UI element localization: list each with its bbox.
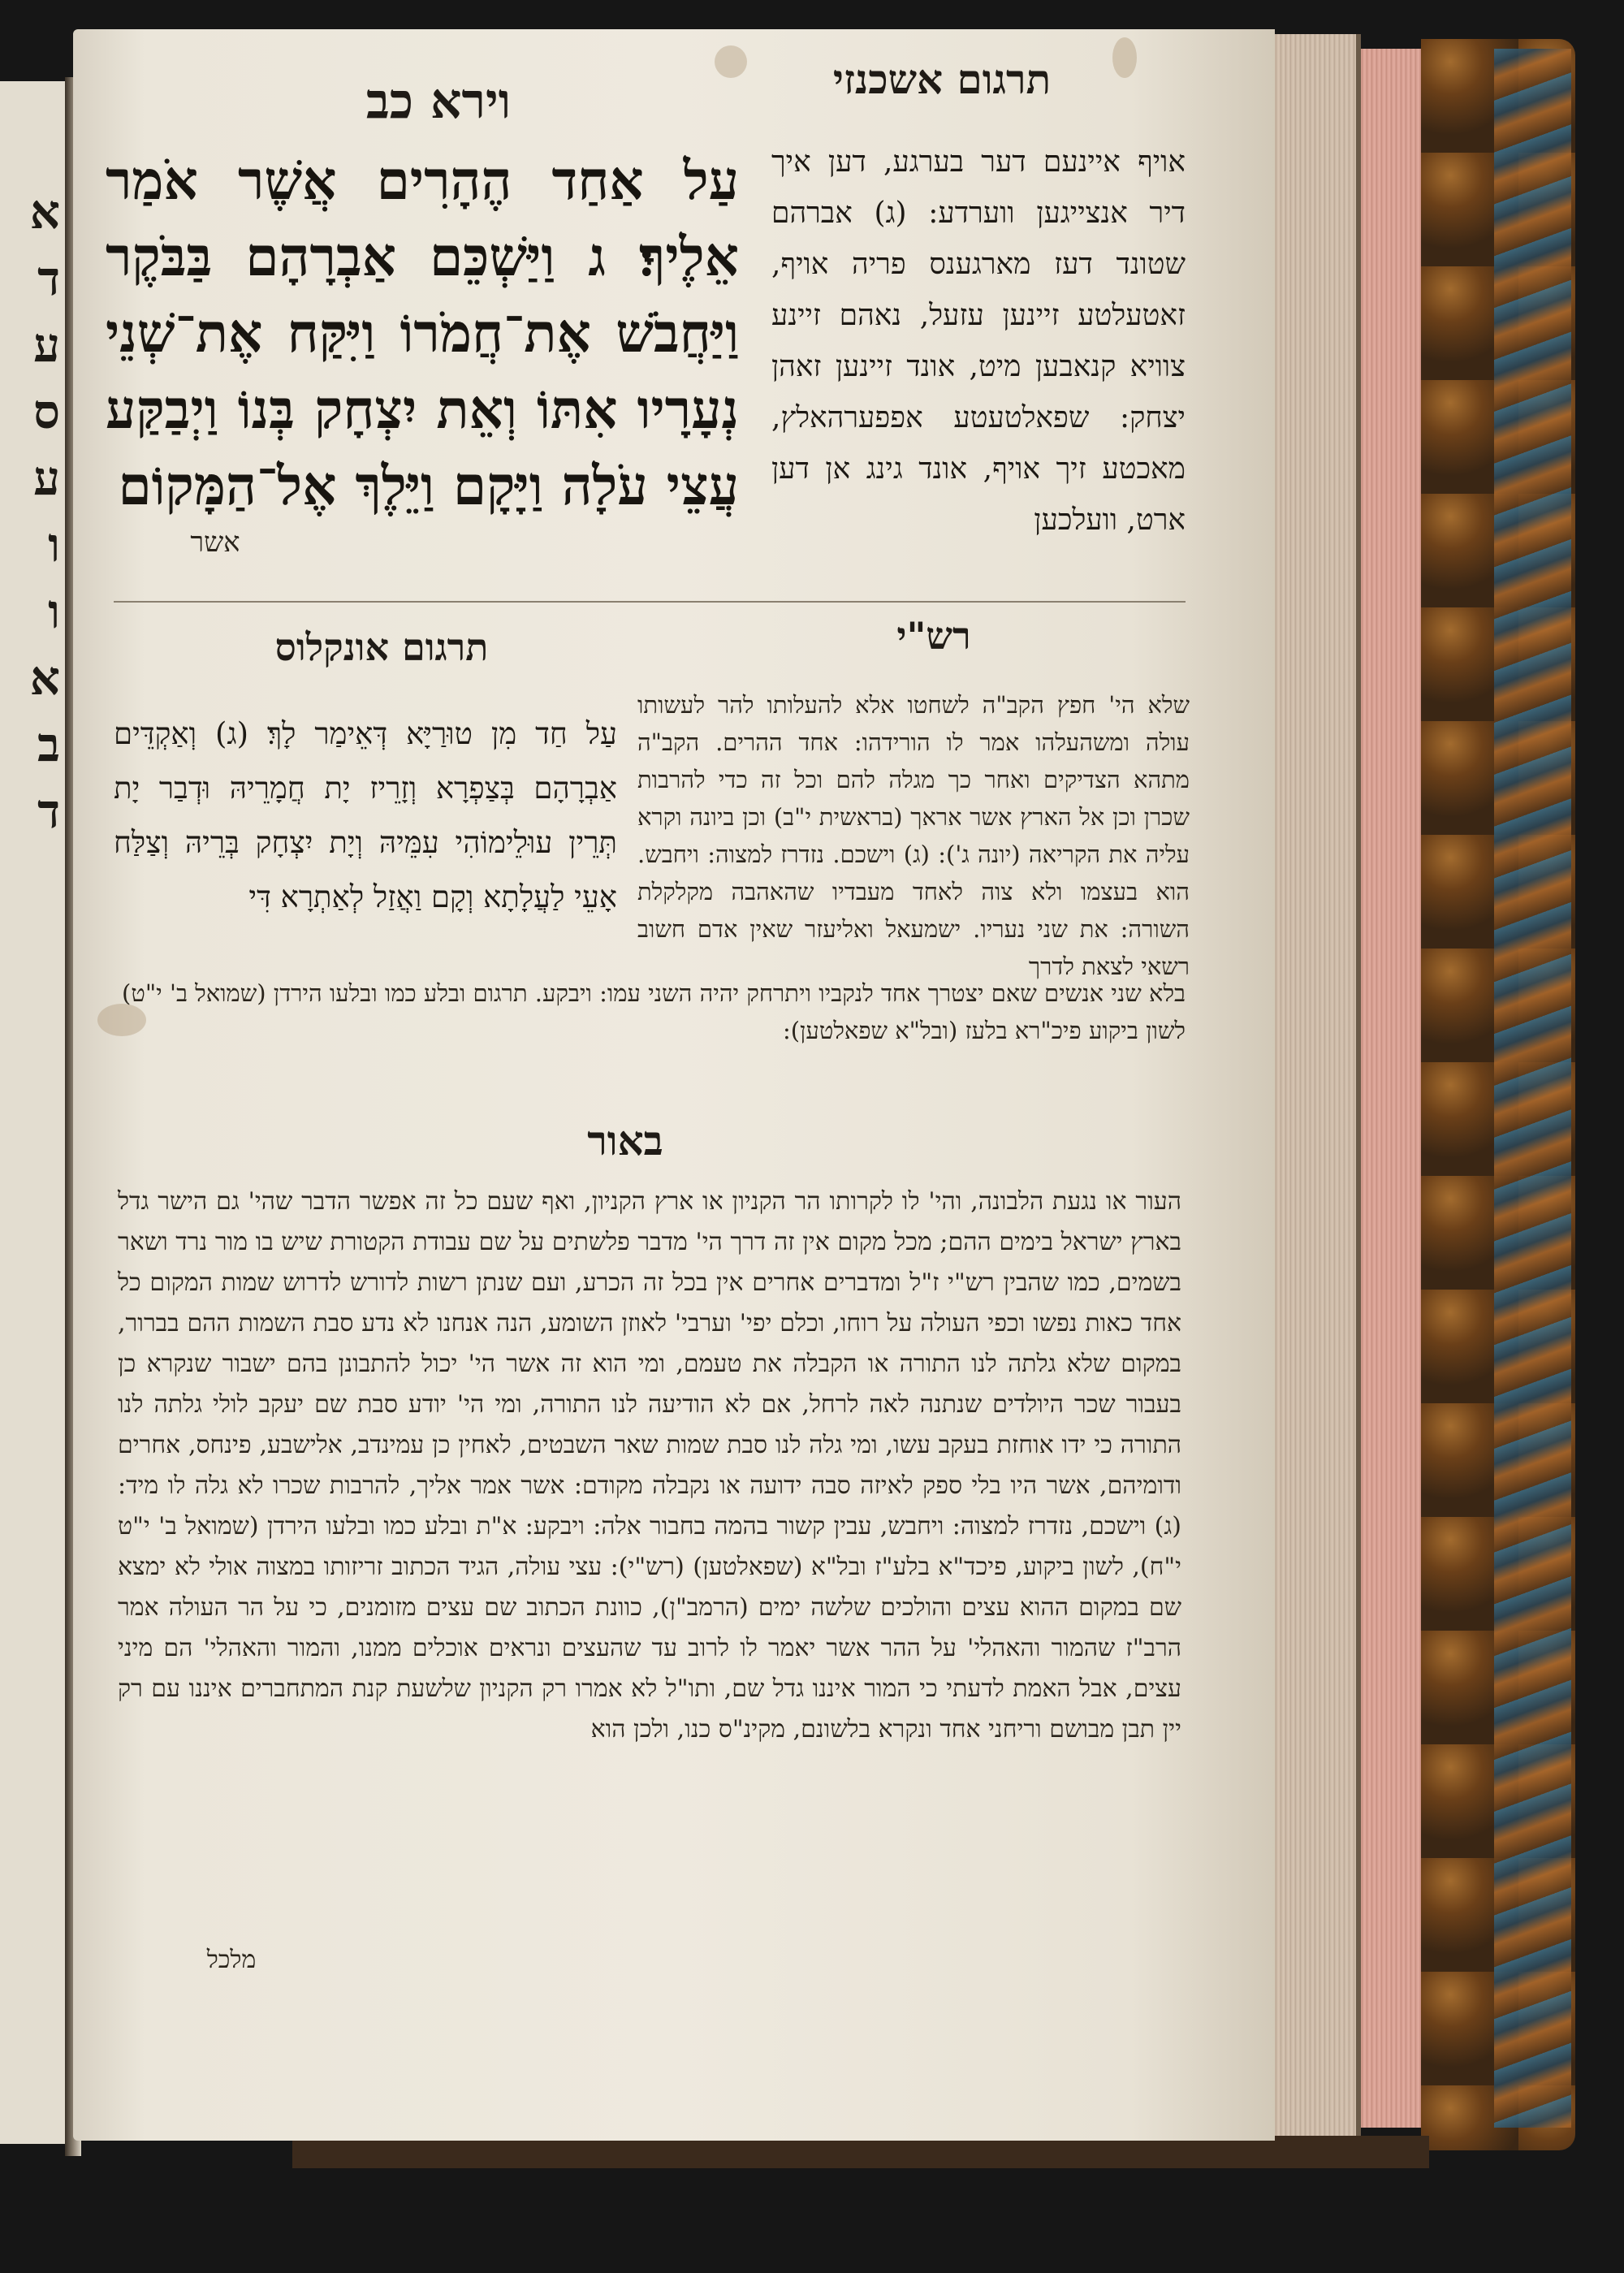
margin-letter: ו [48, 584, 60, 639]
section-divider [114, 601, 1186, 603]
margin-letter: א [29, 650, 60, 706]
margin-letter: ע [33, 451, 60, 506]
left-page-margin-letters [3, 179, 60, 845]
rashi-heading: רש"י [896, 614, 971, 658]
page-header-parasha: וירא כב [365, 73, 512, 130]
paper-stain [1112, 37, 1137, 78]
margin-letter: ב [37, 717, 60, 772]
onkelos-text: עַל חַד מִן טוּרַיָּא דְּאֵימַר לָךְ׃ (ג) וְאַקְדֵּים אַבְרָהָם בְּצַפְרָא וְזָרֵיז יָת חֲמָרֵיהּ וּדְבַר יָת תְּרֵין עוּלֵימוֹהִי עִמֵּיהּ וְיָת יִצְחָק בְּרֵיהּ וְצַלַּח אָעֵי לַעֲלָתָא וְקָם וַאֲזַל לְאַתְרָא דִּי [114, 716, 617, 914]
rashi-text: שלא הי' חפץ הקב"ה לשחטו אלא להעלותו להר לעשותו עולה ומשהעלהו אמר לו הורידהו: אחד ההרים. הקב"ה מתהא הצדיקים ואחר כך מגלה להם וכל זה כדי להרבות שכרן וכן אל הארץ אשר אראך (בראשית י"ב) וכן ביונה וקרא עליה את הקריאה (יונה ג'): (ג) וישכם. נזדרז למצוה: ויחבש. הוא בעצמו ולא צוה לאחד מעבדיו שהאהבה מקלקלת השורה: את שני נעריו. ישמעאל ואליעזר שאין אדם חשוב רשאי לצאת לדרך [637, 691, 1190, 980]
onkelos-heading: תרגום אונקלוס [274, 625, 489, 669]
marbled-pattern [1494, 49, 1571, 2128]
margin-letter: ד [37, 251, 60, 306]
page-header-targum-ashkenazi: תרגום אשכנזי [832, 55, 1052, 103]
margin-letter: ד [37, 784, 60, 839]
rashi-text-continued: בלא שני אנשים שאם יצטרך אחד לנקביו ויתרחק יהיה השני עמו: ויבקע. תרגום ובלע כמו ובלעו הירדן (שמואל ב' י"ט) לשון ביקוע פיכ"רא בלעז (ובל"א שפאלטען): [122, 979, 1186, 1044]
paper-stain [715, 45, 747, 78]
margin-letter: ו [48, 517, 60, 573]
margin-letter: ס [33, 384, 60, 439]
torah-verse-text: עַל אַחַד הֶהָרִים אֲשֶׁר אֹמַר אֵלֶיךָ׃ ג וַיַּשְׁכֵּם אַבְרָהָם בַּבֹּקֶר וַיַּחֲבֹשׁ אֶת־חֲמֹרוֹ וַיִּקַּח אֶת־שְׁנֵי נְעָרָיו אִתּוֹ וְאֵת יִצְחָק בְּנוֹ וַיְבַקַּע עֲצֵי עֹלָה וַיָּקָם וַיֵּלֶךְ אֶל־הַמָּקוֹם [106, 149, 739, 517]
biur-heading: באור [587, 1117, 663, 1165]
bottom-cover-board [292, 2136, 1429, 2168]
margin-letter: א [29, 184, 60, 240]
biur-commentary-text: העור או נגעת הלבונה, והי' לו לקרותו הר הקניון או ארץ הקניון, ואף שעם כל זה אפשר הדבר שהי' גם הישר גדל בארץ ישראל בימים ההם; מכל מקום אין זה דרך הי' מדבר פלשתים על שם עבודת הקטורת שיש בו מור נרד ושאר בשמים, כמו שהבין רש"י ז"ל ומדברים אחרים אין בכל זה הכרע, ועם שנתן רשות לדורש לדרוש שמות המקום כל אחד כאות נפשו וכפי העולה על רוחו, וכלם יפי' וערבי' לאוזן השומע, הנה אנחנו לא נדע סבת השמות ההם בברור, במקום שלא גלתה לנו התורה או הקבלה את טעמם, ומי הוא זה אשר הי' יכול להתבונן בהם ישבור שנקרא כן בעבור שכר היולדים שנתנה לאה לרחל, אם לא הודיעה לנו התורה, ומי הי' יודע סבת שם יעקב לולי גלתה לנו התורה כי ידו אוחזת בעקב עשו, ומי גלה לנו סבת שמות שאר השבטים, לאחין כן עמינדב, אלישבע, פינחס, אחרים ודומיהם, אשר היו בלי ספק לאיזה סבה ידועה או נקבלה מקודם: אשר אמר אליך, להרבות שכרו לא גלה לו מיד: (ג) וישכם, נזדרז למצוה: ויחבש, עבין קשור בהמה בחבור אלה: ויבקע: א"ת ובלע כמו ובלעו הירדן (שמואל ב' י"ט י"ח), לשון ביקוע, פיכד"א בלע"ז ובל"א (שפאלטען) (רש"י): עצי עולה, הגיד הכתוב זריזותו במצוה אולי לא ימצא שם במקום ההוא עצים והולכים שלשה ימים (הרמב"ן), כוונת הכתוב שם עצים מזומנים, כי על הר העולה אמר הרב"ז שהמור והאהלי' על ההר אשר יאמר לו לרוב עד שהעצים ונראים אוכלים ממנו, והמור והאהלי' הם מיני עצים, אבל האמת לדעתי כי המור איננו גדל שם, ותו"ל לא אמרו רק הקניון שלשעת קנת המתחברים איננו עם רק יין תבן מבושם וריחני אחד ונקרא בלשונם, מקינ"ס כנו, ולכן הוא [118, 1187, 1182, 1744]
left-facing-page-edge [0, 81, 71, 2144]
yiddish-translation-text: אויף איינעם דער בערגע, דען איך דיר אנצייגען ווערדע: (ג) אברהם שטונד דעז מארגענס פריה אויף, זאטעלטע זיינען עזעל, נאהם זיינע צוויא קנאבען מיט, אונד זיינען זאהן יצחק: שפאלטעטע אפפערהאלץ, מאכטע זיך אויף, אונד גינג אן דען ארט, וועלכען [771, 145, 1186, 537]
margin-letter: ע [33, 318, 60, 373]
biur-catchword: מלכל [206, 1946, 257, 1974]
verse-catchword: אשר [190, 526, 240, 559]
